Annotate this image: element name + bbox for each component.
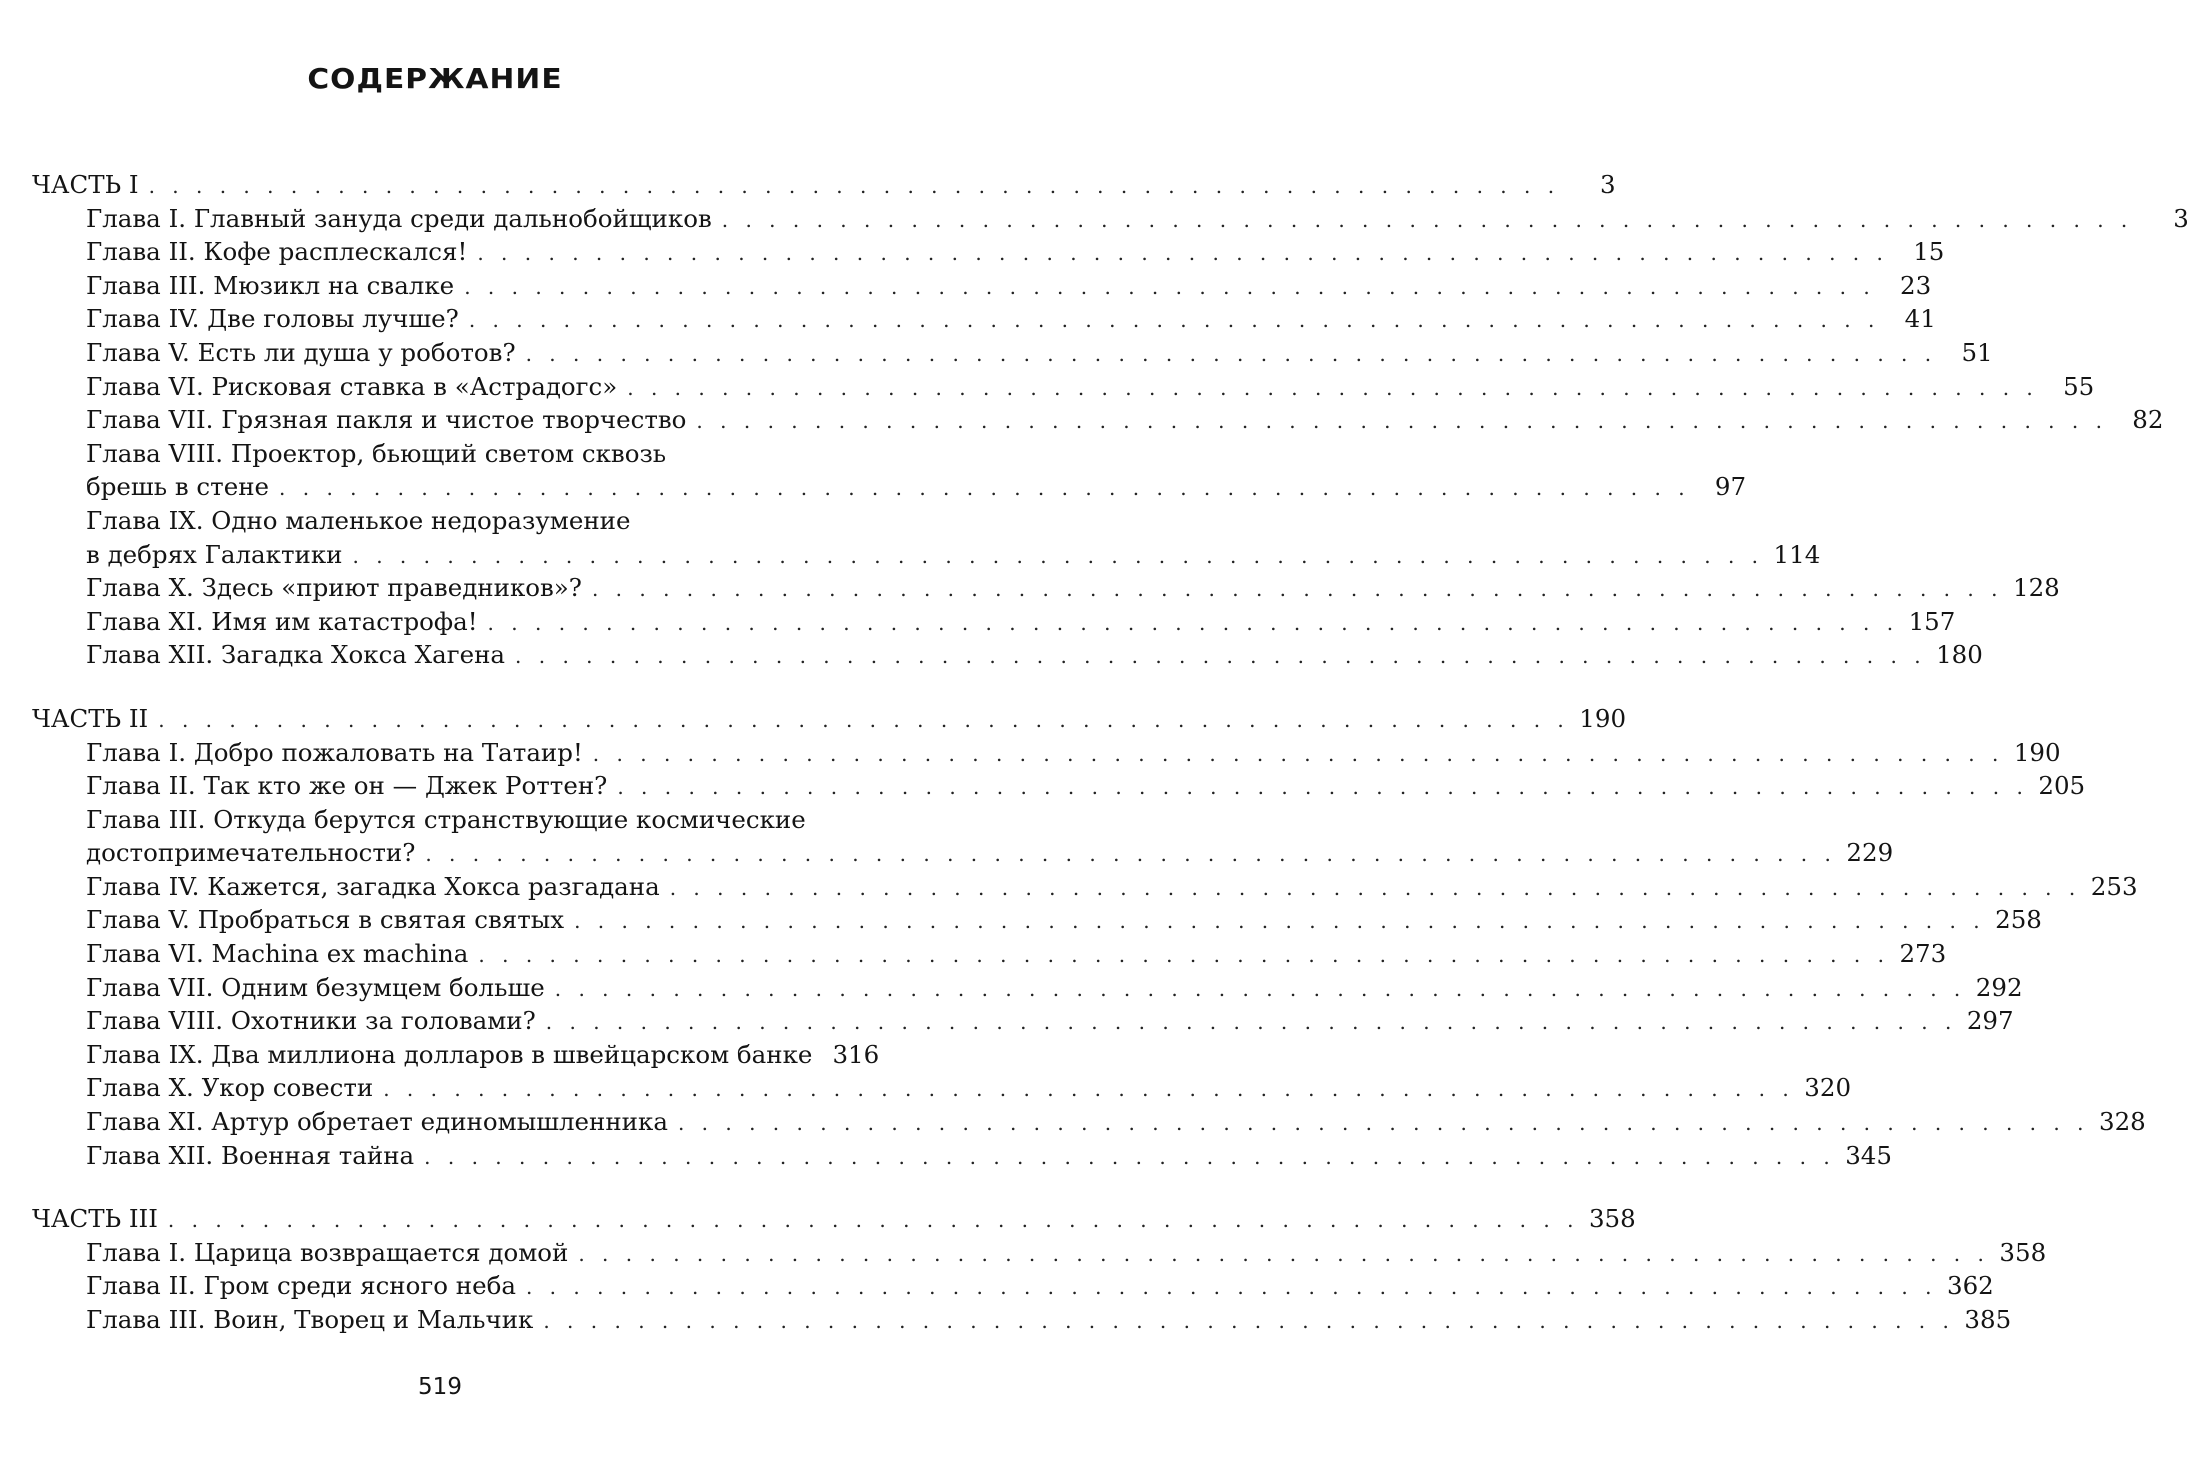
toc-chapter-line-title: Глава X. Здесь «приют праведников»? [86, 573, 582, 603]
toc-chapter-line-title: Глава I. Царица возвращается домой [86, 1237, 569, 1267]
toc-chapter-line-page: 358 [1999, 1237, 2047, 1267]
dot-leader: . . . . . . . . . . . . . . . . . . . . . . . . . . . . . . . . . . . . . . . . . . . . . . . . . . . . . . . . . . . . [543, 1309, 1955, 1333]
dot-leader: . . . . . . . . . . . . . . . . . . . . . . . . . . . . . . . . . . . . . . . . . . . . . . . . . . . . . . . . . . . . [478, 943, 1890, 968]
toc-chapter-line [32, 403, 2164, 437]
toc-chapter-line-title: Глава VIII. Проектор, бьющий светом сквозь [86, 438, 667, 468]
toc-chapter-line-title: Глава II. Кофе расплескался! [86, 237, 468, 267]
toc-chapter-line [32, 202, 2189, 236]
dot-leader: . . . . . . . . . . . . . . . . . . . . . . . . . . . . . . . . . . . . . . . . . . . . . . . . . . . . . . . . . . . . [279, 476, 1691, 501]
part-heading-title: ЧАСТЬ III [32, 1204, 158, 1234]
dot-leader: . . . . . . . . . . . . . . . . . . . . . . . . . . . . . . . . . . . . . . . . . . . . . . . . . . . . . . . . . . . . [592, 741, 2004, 766]
part-heading [32, 1202, 1636, 1236]
table-of-contents [32, 168, 2189, 1367]
toc-chapter-line-title: Глава IX. Два миллиона долларов в швейцарском банке [86, 1039, 813, 1069]
toc-chapter-line-page: 316 [832, 1039, 880, 1069]
toc-chapter-line-title: Глава IV. Кажется, загадка Хокса разгадана [86, 871, 660, 901]
toc-chapter-line-page: 114 [1773, 539, 1821, 569]
toc-chapter-line-page: 3 [2173, 203, 2189, 233]
toc-chapter-line-page: 328 [2098, 1107, 2146, 1137]
toc-chapter-line-title: Глава XI. Имя им катастрофа! [86, 606, 478, 636]
toc-chapter-line-page: 51 [1961, 337, 1993, 367]
toc-chapter-line-page: 180 [1936, 640, 1983, 670]
toc-chapter-line-title: Глава II. Так кто же он — Джек Роттен? [86, 771, 608, 801]
part-heading-page: 3 [1600, 170, 1616, 199]
toc-chapter-line [32, 870, 2138, 904]
toc-chapter-line [32, 504, 840, 538]
dot-leader: . . . . . . . . . . . . . . . . . . . . . . . . . . . . . . . . . . . . . . . . . . . . . . . . . . . . . . . . . . . . [464, 274, 1876, 299]
toc-chapter-line-title: Глава III. Откуда берутся странствующие космические [86, 804, 806, 834]
toc-chapter-line [32, 736, 2061, 770]
toc-chapter-line-title: Глава IX. Одно маленькое недоразумение [86, 505, 631, 535]
dot-leader: . . . . . . . . . . . . . . . . . . . . . . . . . . . . . . . . . . . . . . . . . . . . . . . . . . . . . . . . . . . . [591, 577, 2003, 602]
toc-chapter-line-page: 82 [2132, 405, 2164, 435]
toc-chapter-line [32, 1236, 2047, 1270]
toc-chapter-line [32, 1038, 880, 1072]
toc-chapter-line [32, 769, 2086, 803]
toc-chapter-line [32, 269, 1932, 303]
dot-leader: . . . . . . . . . . . . . . . . . . . . . . . . . . . . . . . . . . . . . . . . . . . . . . . . . . . . . . . . . . . . [515, 644, 1927, 669]
toc-chapter-line-title: Глава VI. Machina ex machina [86, 939, 469, 969]
toc-chapter-line [32, 836, 1894, 870]
toc-chapter-line-page: 23 [1900, 270, 1932, 300]
toc-chapter-line-title: Глава VI. Рисковая ставка в «Астрадогс» [86, 371, 618, 401]
toc-chapter-line-page: 362 [1946, 1271, 1994, 1301]
toc-chapter-line-page: 55 [2063, 371, 2095, 401]
toc-chapter-line [32, 903, 2042, 937]
toc-chapter-line-title: Глава III. Воин, Творец и Мальчик [86, 1305, 534, 1334]
dot-leader: . . . . . . . . . . . . . . . . . . . . . . . . . . . . . . . . . . . . . . . . . . . . . . . . . . . . . . . . . . . . [574, 909, 1986, 934]
dot-leader: . . . . . . . . . . . . . . . . . . . . . . . . . . . . . . . . . . . . . . . . . . . . . . . . . . . . . . . . . . . . [383, 1077, 1795, 1102]
toc-chapter-line [32, 1269, 1994, 1303]
toc-chapter-line [32, 538, 1821, 572]
toc-chapter-line-page: 253 [2090, 871, 2138, 901]
toc-chapter-line-title: Глава XII. Загадка Хокса Хагена [86, 640, 506, 670]
part-heading [32, 702, 1627, 736]
dot-leader: . . . . . . . . . . . . . . . . . . . . . . . . . . . . . . . . . . . . . . . . . . . . . . . . . . . . . . . . . . . . [627, 375, 2039, 400]
toc-part [32, 702, 2146, 1172]
dot-leader: . . . . . . . . . . . . . . . . . . . . . . . . . . . . . . . . . . . . . . . . . . . . . . . . . . . . . . . . . . . . [158, 707, 1570, 732]
toc-chapter-line [32, 803, 840, 837]
toc-part [32, 168, 2189, 672]
dot-leader: . . . . . . . . . . . . . . . . . . . . . . . . . . . . . . . . . . . . . . . . . . . . . . . . . . . . . . . . . . . . [148, 174, 1560, 198]
toc-chapter-line-page: 345 [1845, 1140, 1892, 1170]
toc-chapter-line-title: Глава XII. Военная тайна [86, 1140, 415, 1170]
dot-leader: . . . . . . . . . . . . . . . . . . . . . . . . . . . . . . . . . . . . . . . . . . . . . . . . . . . . . . . . . . . . [696, 409, 2108, 434]
toc-chapter-line-title: в дебрях Галактики [86, 539, 343, 569]
toc-chapter-line [32, 605, 1956, 639]
toc-chapter-line-page: 97 [1714, 472, 1747, 502]
dot-leader: . . . . . . . . . . . . . . . . . . . . . . . . . . . . . . . . . . . . . . . . . . . . . . . . . . . . . . . . . . . . [617, 775, 2029, 800]
toc-chapter-line [32, 1105, 2146, 1139]
toc-chapter-line-title: Глава II. Гром среди ясного неба [86, 1271, 516, 1301]
part-heading-title: ЧАСТЬ I [32, 170, 139, 199]
dot-leader: . . . . . . . . . . . . . . . . . . . . . . . . . . . . . . . . . . . . . . . . . . . . . . . . . . . . . . . . . . . . [525, 341, 1937, 366]
dot-leader: . . . . . . . . . . . . . . . . . . . . . . . . . . . . . . . . . . . . . . . . . . . . . . . . . . . . . . . . . . . . [424, 1144, 1836, 1169]
toc-chapter-line-title: Глава X. Укор совести [86, 1073, 374, 1103]
toc-chapter-line-title: Глава VIII. Охотники за головами? [86, 1006, 536, 1036]
toc-chapter-line-page: 320 [1804, 1073, 1852, 1103]
dot-leader: . . . . . . . . . . . . . . . . . . . . . . . . . . . . . . . . . . . . . . . . . . . . . . . . . . . . . . . . . . . . [477, 241, 1889, 266]
toc-chapter-line-page: 205 [2038, 771, 2086, 801]
toc-chapter-line [32, 437, 840, 471]
toc-chapter-line-page: 385 [1964, 1305, 2012, 1334]
toc-chapter-line [32, 1139, 1892, 1173]
toc-chapter-line-page: 128 [2012, 573, 2060, 603]
dot-leader: . . . . . . . . . . . . . . . . . . . . . . . . . . . . . . . . . . . . . . . . . . . . . . . . . . . . . . . . . . . . [167, 1208, 1579, 1233]
dot-leader: . . . . . . . . . . . . . . . . . . . . . . . . . . . . . . . . . . . . . . . . . . . . . . . . . . . . . . . . . . . . [669, 875, 2081, 900]
toc-chapter-line-title: достопримечательности? [86, 838, 416, 868]
toc-chapter-line [32, 937, 1947, 971]
toc-chapter-line [32, 638, 1983, 672]
dot-leader: . . . . . . . . . . . . . . . . . . . . . . . . . . . . . . . . . . . . . . . . . . . . . . . . . . . . . . . . . . . . [468, 308, 1880, 333]
page-number: 519 [418, 1374, 462, 1400]
toc-chapter-line-page: 157 [1908, 606, 1956, 636]
toc-chapter-line-page: 273 [1899, 939, 1947, 969]
toc-chapter-line-page: 41 [1904, 304, 1936, 334]
page-title: СОДЕРЖАНИЕ [307, 62, 563, 95]
toc-chapter-line [32, 971, 2023, 1005]
part-heading-title: ЧАСТЬ II [32, 703, 149, 733]
toc-chapter-line [32, 370, 2095, 404]
toc-chapter-line-page: 292 [1975, 972, 2023, 1002]
toc-chapter-line-title: Глава I. Главный зануда среди дальнобойщиков [86, 203, 712, 233]
toc-chapter-line-title: Глава V. Пробраться в святая святых [86, 905, 565, 935]
dot-leader: . . . . . . . . . . . . . . . . . . . . . . . . . . . . . . . . . . . . . . . . . . . . . . . . . . . . . . . . . . . . [677, 1111, 2089, 1136]
toc-chapter-line-page: 15 [1913, 237, 1945, 267]
toc-chapter-line-title: Глава XI. Артур обретает единомышленника [86, 1107, 668, 1137]
toc-chapter-line-page: 297 [1966, 1006, 2014, 1036]
toc-chapter-line [32, 235, 1945, 269]
dot-leader: . . . . . . . . . . . . . . . . . . . . . . . . . . . . . . . . . . . . . . . . . . . . . . . . . . . . . . . . . . . . [545, 1010, 1957, 1035]
toc-chapter-line-title: Глава V. Есть ли душа у роботов? [86, 337, 516, 367]
toc-part [32, 1202, 2047, 1336]
toc-chapter-line-page: 190 [2013, 737, 2061, 767]
dot-leader: . . . . . . . . . . . . . . . . . . . . . . . . . . . . . . . . . . . . . . . . . . . . . . . . . . . . . . . . . . . . [525, 1275, 1937, 1300]
toc-chapter-line [32, 571, 2060, 605]
toc-chapter-line-title: брешь в стене [86, 472, 270, 502]
toc-chapter-line-title: Глава I. Добро пожаловать на Татаир! [86, 737, 583, 767]
toc-chapter-line [32, 470, 1747, 504]
dot-leader: . . . . . . . . . . . . . . . . . . . . . . . . . . . . . . . . . . . . . . . . . . . . . . . . . . . . . . . . . . . . [721, 207, 2133, 232]
dot-leader: . . . . . . . . . . . . . . . . . . . . . . . . . . . . . . . . . . . . . . . . . . . . . . . . . . . . . . . . . . . . [554, 976, 1966, 1001]
part-heading-page: 358 [1588, 1204, 1636, 1234]
dot-leader: . . . . . . . . . . . . . . . . . . . . . . . . . . . . . . . . . . . . . . . . . . . . . . . . . . . . . . . . . . . . [425, 842, 1837, 867]
dot-leader: . . . . . . . . . . . . . . . . . . . . . . . . . . . . . . . . . . . . . . . . . . . . . . . . . . . . . . . . . . . . [487, 610, 1899, 635]
toc-chapter-line [32, 1071, 1852, 1105]
toc-chapter-line [32, 302, 1936, 336]
dot-leader: . . . . . . . . . . . . . . . . . . . . . . . . . . . . . . . . . . . . . . . . . . . . . . . . . . . . . . . . . . . . [352, 543, 1764, 568]
part-heading [32, 168, 1616, 202]
toc-chapter-line-title: Глава VII. Грязная пакля и чистое творчество [86, 405, 687, 435]
toc-chapter-line-title: Глава IV. Две головы лучше? [86, 304, 459, 334]
toc-chapter-line-title: Глава III. Мюзикл на свалке [86, 270, 455, 300]
toc-chapter-line [32, 336, 1993, 370]
toc-chapter-line-page: 229 [1846, 838, 1894, 868]
dot-leader: . . . . . . . . . . . . . . . . . . . . . . . . . . . . . . . . . . . . . . . . . . . . . . . . . . . . . . . . . . . . [578, 1241, 1990, 1266]
toc-chapter-line-page: 258 [1995, 905, 2042, 935]
toc-chapter-line [32, 1303, 2012, 1337]
toc-chapter-line-title: Глава VII. Одним безумцем больше [86, 972, 545, 1002]
toc-chapter-line [32, 1004, 2014, 1038]
part-heading-page: 190 [1579, 703, 1627, 733]
